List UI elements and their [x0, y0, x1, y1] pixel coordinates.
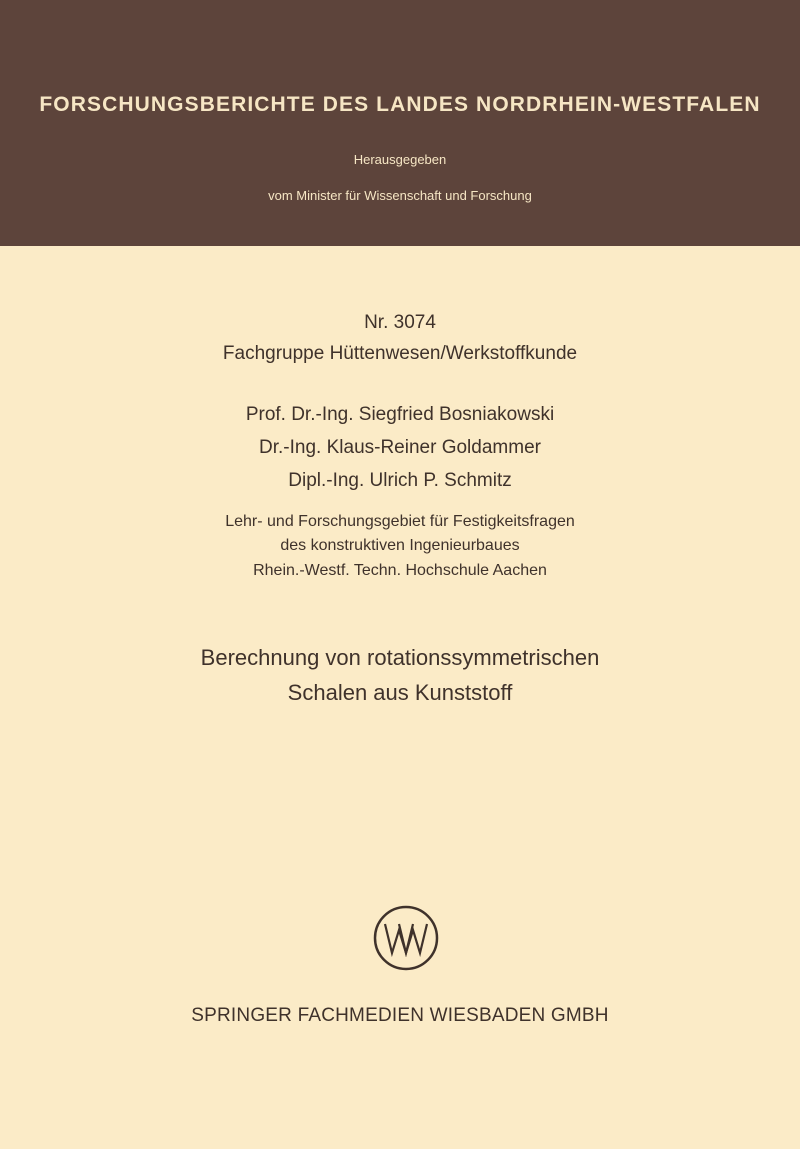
publisher-label: Herausgegeben — [353, 152, 447, 167]
book-title-line: Schalen aus Kunststoff — [287, 680, 513, 705]
header-band — [0, 0, 800, 246]
report-number: Nr. 3074 — [364, 312, 436, 333]
springer-logo-icon — [372, 904, 440, 972]
institution-line: Rhein.-Westf. Techn. Hochschule Aachen — [253, 562, 547, 579]
series-title: FORSCHUNGSBERICHTE DES LANDES NORDRHEIN-WESTFALEN — [39, 93, 761, 116]
publisher-footer: SPRINGER FACHMEDIEN WIESBADEN GMBH — [191, 1005, 609, 1026]
book-title-line: Berechnung von rotationssymmetrischen — [200, 645, 600, 670]
author-name: Dipl.-Ing. Ulrich P. Schmitz — [288, 470, 512, 491]
author-name: Dr.-Ing. Klaus-Reiner Goldammer — [259, 437, 541, 458]
subject-group: Fachgruppe Hüttenwesen/Werkstoffkunde — [222, 343, 578, 364]
author-name: Prof. Dr.-Ing. Siegfried Bosniakowski — [245, 404, 555, 425]
institution-line: Lehr- und Forschungsgebiet für Festigkeitsfragen — [225, 513, 575, 530]
publisher-name: vom Minister für Wissenschaft und Forschung — [268, 188, 532, 203]
institution-line: des konstruktiven Ingenieurbaues — [280, 537, 520, 554]
